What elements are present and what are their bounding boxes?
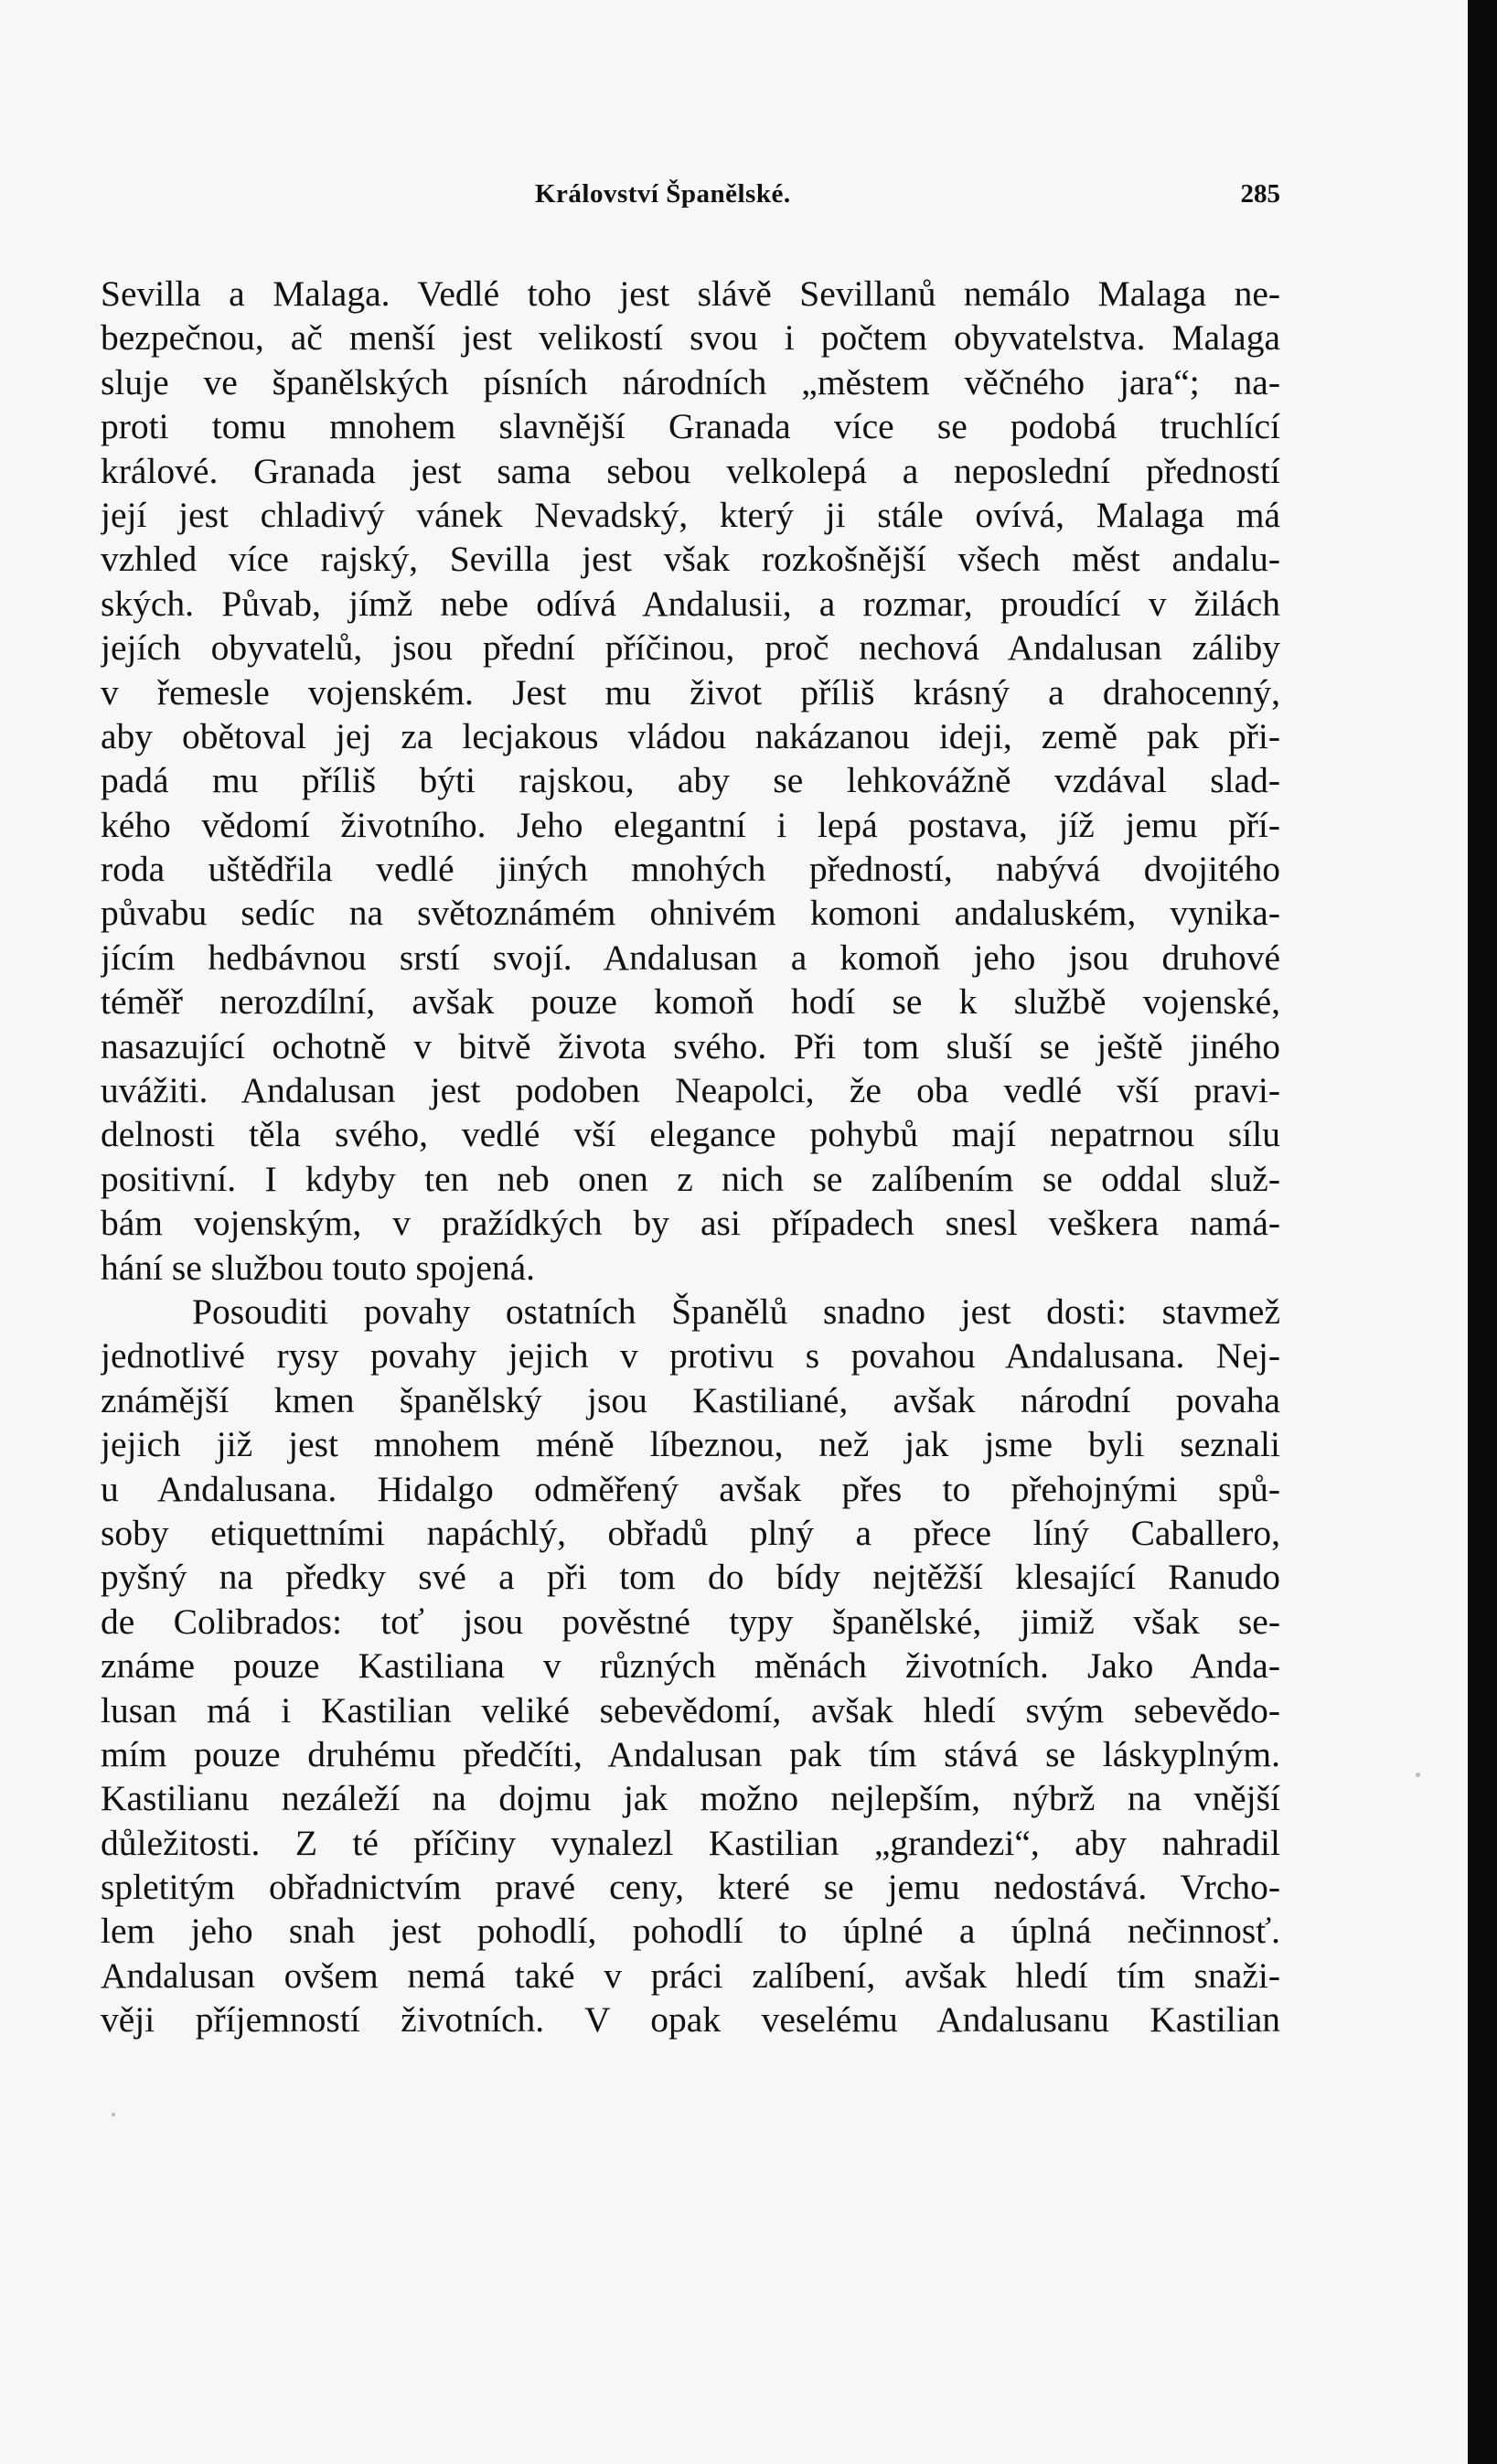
text-line: soby etiquettními napáchlý, obřadů plný a přece líný Caballero, <box>101 1512 1280 1553</box>
text-line: Sevilla a Malaga. Vedlé toho jest slávě Sevillanů nemálo Malaga ne- <box>101 273 1280 314</box>
paper-speck <box>112 2113 115 2116</box>
text-line: její jest chladivý vánek Nevadský, který ji stále ovívá, Malaga má <box>101 494 1280 535</box>
page-header <box>101 179 1280 216</box>
text-line: pyšný na předky své a při tom do bídy nejtěžší klesající Ranudo <box>101 1557 1280 1598</box>
text-line: jednotlivé rysy povahy jejich v protivu s povahou Andalusana. Nej- <box>101 1335 1280 1377</box>
text-line: půvabu sedíc na světoznámém ohnivém komoni andaluském, vynika- <box>101 893 1280 934</box>
text-line: padá mu příliš býti rajskou, aby se lehkovážně vzdával slad- <box>101 760 1280 801</box>
text-line: důležitosti. Z té příčiny vynalezl Kastilian „grandezi“, aby nahradil <box>101 1822 1280 1863</box>
text-line: bám vojenským, v pražídkých by asi případech snesl veškera namá- <box>101 1203 1280 1244</box>
text-line: v řemesle vojenském. Jest mu život příliš krásný a drahocenný, <box>101 671 1280 712</box>
text-line: Posouditi povahy ostatních Španělů snadno jest dosti: stavmež <box>192 1291 1280 1332</box>
text-line: hání se službou touto spojená. <box>101 1247 536 1288</box>
text-line: známější kmen španělský jsou Kastiliané, avšak národní povaha <box>101 1379 1280 1420</box>
text-line: věji příjemností životních. V opak veselému Andalusanu Kastilian <box>101 1999 1280 2041</box>
page-number: 285 <box>1240 179 1280 209</box>
text-line: jejich již jest mnohem méně líbeznou, než jak jsme byli seznali <box>101 1424 1280 1465</box>
text-line: známe pouze Kastiliana v různých měnách životních. Jako Anda- <box>101 1645 1280 1687</box>
text-line: sluje ve španělských písních národních „městem věčného jara“; na- <box>101 361 1280 402</box>
text-line: uvážiti. Andalusan jest podoben Neapolci, že oba vedlé vší pravi- <box>101 1070 1280 1111</box>
text-line: králové. Granada jest sama sebou velkolepá a neposlední předností <box>101 450 1280 491</box>
text-line: jícím hedbávnou srstí svojí. Andalusan a komoň jeho jsou druhové <box>101 937 1280 978</box>
text-line: mím pouze druhému předčíti, Andalusan pak tím stává se láskyplným. <box>101 1733 1280 1774</box>
body-text <box>101 272 1280 2042</box>
text-line: jejích obyvatelů, jsou přední příčinou, proč nechová Andalusan záliby <box>101 627 1280 669</box>
text-line: téměř nerozdílní, avšak pouze komoň hodí se k službě vojenské, <box>101 981 1280 1023</box>
text-line: vzhled více rajský, Sevilla jest však rozkošnější všech měst andalu- <box>101 539 1280 580</box>
text-line: ských. Půvab, jímž nebe odívá Andalusii, a rozmar, proudící v žilách <box>101 583 1280 624</box>
text-line: de Colibrados: toť jsou pověstné typy španělské, jimiž však se- <box>101 1601 1280 1642</box>
text-line: nasazující ochotně v bitvě života svého. Při tom sluší se ještě jiného <box>101 1025 1280 1066</box>
text-line: proti tomu mnohem slavnější Granada více se podobá truchlící <box>101 406 1280 447</box>
text-line: spletitým obřadnictvím pravé ceny, které se jemu nedostává. Vrcho- <box>101 1867 1280 1908</box>
text-line: Andalusan ovšem nemá také v práci zalíbení, avšak hledí tím snaži- <box>101 1955 1280 1996</box>
text-line: bezpečnou, ač menší jest velikostí svou i počtem obyvatelstva. Malaga <box>101 317 1280 359</box>
text-line: delnosti těla svého, vedlé vší elegance pohybů mají nepatrnou sílu <box>101 1114 1280 1155</box>
text-line: Kastilianu nezáleží na dojmu jak možno nejlepším, nýbrž na vnější <box>101 1778 1280 1819</box>
text-line: u Andalusana. Hidalgo odměřený avšak přes to přehojnými spů- <box>101 1468 1280 1509</box>
text-line: roda uštědřila vedlé jiných mnohých předností, nabývá dvojitého <box>101 849 1280 890</box>
text-line: kého vědomí životního. Jeho elegantní i lepá postava, jíž jemu pří- <box>101 804 1280 845</box>
running-title: Království Španělské. <box>535 179 791 209</box>
text-line: lem jeho snah jest pohodlí, pohodlí to úplné a úplná nečinnosť. <box>101 1911 1280 1952</box>
text-line: lusan má i Kastilian veliké sebevědomí, avšak hledí svým sebevědo- <box>101 1689 1280 1730</box>
paper-speck <box>1416 1773 1420 1777</box>
paragraph-1 <box>101 272 1280 1290</box>
paragraph-2 <box>101 1290 1280 2042</box>
text-line: aby obětoval jej za lecjakous vládou nakázanou ideji, země pak při- <box>101 715 1280 756</box>
text-line: positivní. I kdyby ten neb onen z nich se zalíbením se oddal služ- <box>101 1158 1280 1199</box>
scan-edge <box>1468 0 1497 2464</box>
